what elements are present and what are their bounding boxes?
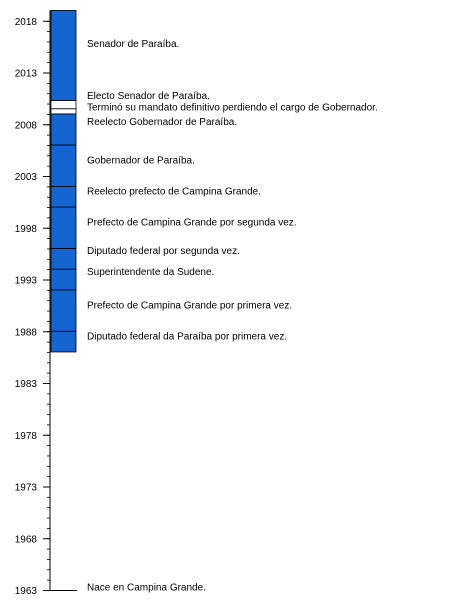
tick-label: 2003 (14, 172, 37, 183)
period-bar (51, 269, 76, 290)
period-bar (51, 186, 76, 207)
tick-label: 1968 (14, 534, 37, 546)
event-label: Superintendente da Sudene. (87, 266, 215, 278)
event-label: Senador de Paraíba. (87, 39, 180, 51)
tick-label: 1998 (14, 223, 37, 235)
period-bar (51, 290, 76, 331)
event-label: Gobernador de Paraíba. (87, 155, 195, 167)
event-label: Nace en Campina Grande. (87, 582, 206, 594)
tick-label: 1978 (14, 430, 37, 442)
tick-label: 1963 (14, 586, 37, 597)
event-label: Terminó su mandato definitivo perdiendo el cargo de Gobernador. (87, 102, 378, 114)
tick-label: 2013 (14, 68, 37, 80)
event-label: Prefecto de Campina Grande por segunda vez. (87, 217, 297, 229)
period-bar (51, 109, 76, 114)
period-bar (51, 10, 76, 100)
period-bar (51, 114, 76, 145)
event-label: Reelecto Gobernador de Paraíba. (87, 116, 238, 128)
event-label: Reelecto prefecto de Campina Grande. (87, 186, 261, 198)
tick-label: 1983 (14, 379, 37, 390)
tick-label: 2008 (14, 120, 37, 132)
year-axis (15, 10, 50, 597)
period-bar (51, 145, 76, 186)
period-bar (51, 100, 76, 108)
period-bar (51, 207, 76, 248)
period-bar (51, 248, 76, 269)
period-bars (51, 10, 76, 352)
tick-label: 1993 (14, 275, 37, 287)
tick-label: 1973 (14, 482, 37, 494)
period-bar (51, 331, 76, 352)
event-label: Prefecto de Campina Grande por primera vez. (87, 300, 293, 312)
event-label: Diputado federal por segunda vez. (87, 246, 240, 258)
tick-label: 1988 (14, 327, 37, 339)
event-labels (50, 39, 378, 593)
tick-label: 2018 (14, 16, 37, 28)
event-label: Diputado federal da Paraíba por primera vez. (87, 331, 288, 343)
event-label: Electo Senador de Paraíba. (87, 90, 210, 102)
